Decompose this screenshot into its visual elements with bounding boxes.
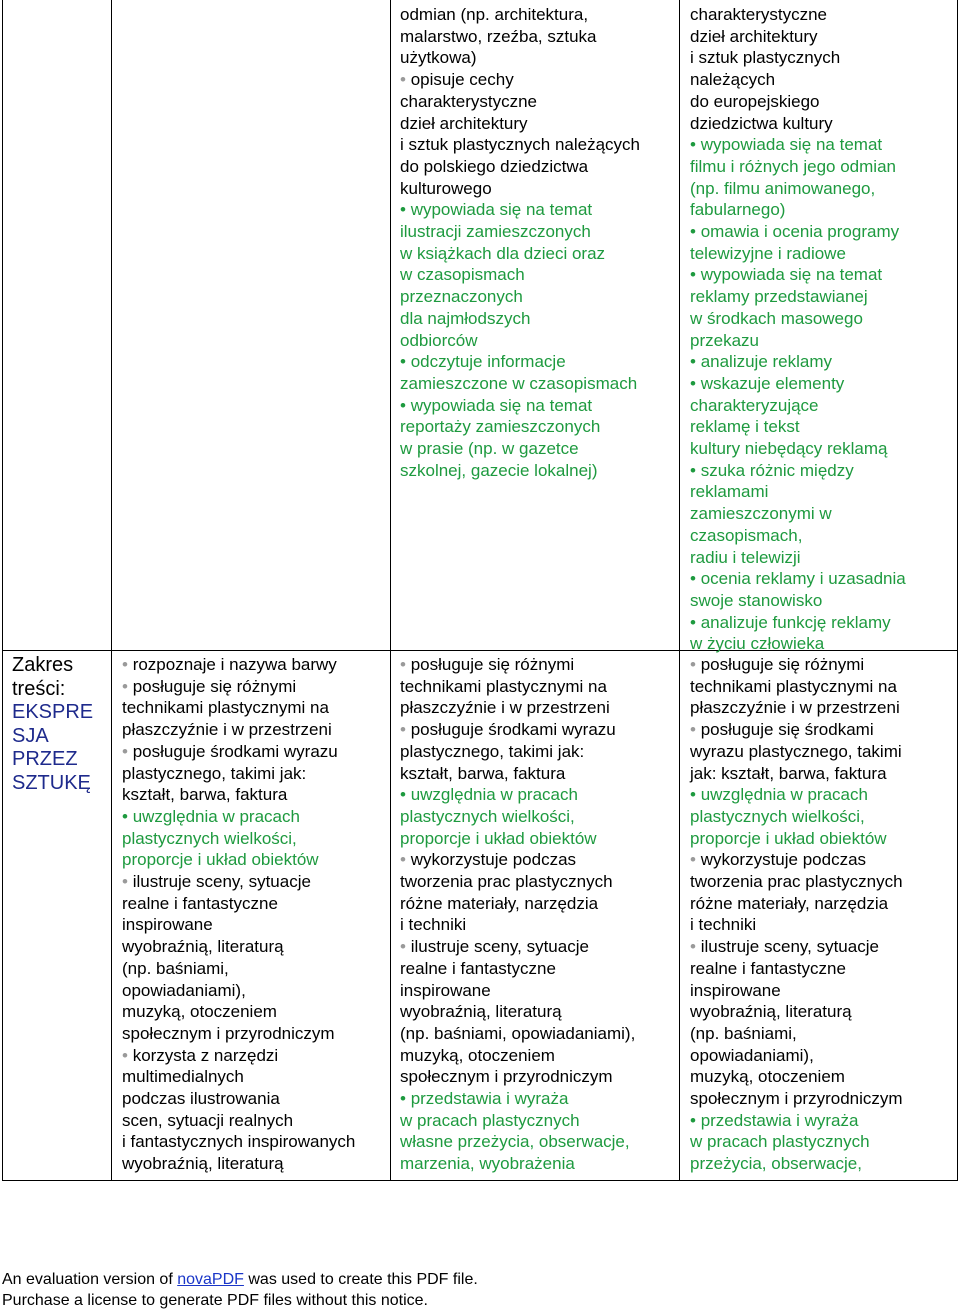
bullet-icon: • bbox=[400, 200, 411, 220]
text-line: w pracach plastycznych bbox=[400, 1110, 580, 1130]
text-line: do europejskiego bbox=[690, 91, 820, 111]
text-line: • analizuje reklamy bbox=[690, 352, 833, 372]
section-title-line: EKSPRE bbox=[12, 701, 94, 723]
text-line: różne materiały, narzędzia bbox=[400, 893, 599, 913]
text-line: • ocenia reklamy i uzasadnia bbox=[690, 569, 906, 589]
text-line: inspirowane bbox=[400, 980, 491, 1000]
bullet-icon: • bbox=[400, 70, 411, 90]
bullet-icon: • bbox=[122, 1045, 133, 1065]
text-line: • wypowiada się na temat bbox=[400, 200, 593, 220]
text-line: w prasie (np. w gazetce bbox=[400, 439, 579, 459]
text-line: dzieł architektury bbox=[690, 26, 818, 46]
bullet-icon: • bbox=[122, 655, 133, 674]
text-line: kulturowego bbox=[400, 178, 492, 198]
text-line: technikami plastycznymi na bbox=[122, 698, 329, 718]
text-line: przekazu bbox=[690, 330, 759, 350]
text-line: • uwzględnia w pracach bbox=[122, 806, 300, 826]
text-line: własne przeżycia, obserwacje, bbox=[400, 1132, 630, 1152]
text-line: odbiorców bbox=[400, 330, 478, 350]
bullet-icon: • bbox=[690, 352, 701, 372]
bullet-icon: • bbox=[690, 850, 701, 870]
text-line: • odczytuje informacje bbox=[400, 352, 566, 372]
text-line: opowiadaniami), bbox=[122, 980, 246, 1000]
bullet-icon: • bbox=[400, 352, 411, 372]
text-line: płaszczyźnie i w przestrzeni bbox=[690, 698, 900, 718]
text-line: reklamę i tekst bbox=[690, 417, 800, 437]
text-line: tworzenia prac plastycznych bbox=[400, 872, 613, 892]
text-line: muzyką, otoczeniem bbox=[690, 1067, 845, 1087]
text-line: zamieszczone w czasopismach bbox=[400, 373, 638, 393]
bullet-icon: • bbox=[400, 720, 411, 740]
text-line: społecznym i przyrodniczym bbox=[400, 1067, 613, 1087]
text-line: dzieł architektury bbox=[400, 113, 528, 133]
text-line: • rozpoznaje i nazywa barwy bbox=[122, 655, 337, 674]
bullet-icon: • bbox=[690, 135, 701, 155]
text-line: • uwzględnia w pracach bbox=[690, 785, 868, 805]
text-line: plastycznych wielkości, bbox=[400, 806, 575, 826]
text-line: • uwzględnia w pracach bbox=[400, 785, 578, 805]
requirements-col3-top bbox=[400, 4, 640, 481]
bullet-icon: • bbox=[690, 222, 701, 242]
text-line: (np. filmu animowanego, bbox=[690, 178, 876, 198]
text-line: do polskiego dziedzictwa bbox=[400, 156, 589, 176]
text-line: • posługuje środkami wyrazu bbox=[400, 720, 616, 740]
requirements-col4-bottom bbox=[690, 654, 903, 1175]
text-line: opowiadaniami), bbox=[690, 1045, 814, 1065]
bullet-icon: • bbox=[400, 850, 411, 870]
requirements-col3-bottom bbox=[400, 654, 635, 1175]
text-line: technikami plastycznymi na bbox=[690, 676, 897, 696]
text-line: płaszczyźnie i w przestrzeni bbox=[400, 698, 610, 718]
text-line: • ilustruje sceny, sytuacje bbox=[122, 872, 311, 892]
bullet-icon: • bbox=[690, 655, 701, 674]
text-line: i techniki bbox=[400, 915, 467, 935]
section-title-line: SJA bbox=[12, 724, 49, 747]
table-border-left bbox=[2, 0, 3, 1181]
table-border-bottom bbox=[2, 1180, 958, 1181]
text-line: inspirowane bbox=[690, 980, 781, 1000]
text-line: charakteryzujące bbox=[690, 395, 819, 415]
bullet-icon: • bbox=[690, 265, 701, 285]
text-line: • ilustruje sceny, sytuacje bbox=[400, 937, 589, 957]
bullet-icon: • bbox=[690, 720, 701, 740]
text-line: odmian (np. architektura, bbox=[400, 5, 589, 24]
text-line: (np. baśniami, bbox=[122, 958, 229, 978]
bullet-icon: • bbox=[690, 1110, 701, 1130]
table-border-col3 bbox=[679, 0, 680, 1181]
text-line: czasopismach, bbox=[690, 525, 803, 545]
text-line: wyrazu plastycznego, takimi bbox=[690, 741, 902, 761]
evaluation-notice-line2: Purchase a license to generate PDF files without this notice. bbox=[2, 1292, 428, 1309]
text-line: scen, sytuacji realnych bbox=[122, 1110, 294, 1130]
section-title-line: SZTUKĘ bbox=[12, 771, 91, 794]
evaluation-notice bbox=[2, 1269, 478, 1311]
text-line: plastycznych wielkości, bbox=[690, 806, 865, 826]
text-line: reklamy przedstawianej bbox=[690, 287, 868, 307]
text-line: w środkach masowego bbox=[690, 308, 863, 328]
text-line: proporcje i układ obiektów bbox=[690, 828, 887, 848]
text-line: dla najmłodszych bbox=[400, 308, 531, 328]
text-line: jak: kształt, barwa, faktura bbox=[690, 763, 887, 783]
text-line: realne i fantastyczne bbox=[690, 958, 846, 978]
text-line: różne materiały, narzędzia bbox=[690, 893, 889, 913]
text-line: swoje stanowisko bbox=[690, 590, 823, 610]
text-line: należących bbox=[690, 70, 776, 90]
bullet-icon: • bbox=[122, 806, 133, 826]
bullet-icon: • bbox=[690, 373, 701, 393]
text-line: • posługuje się różnymi bbox=[690, 655, 865, 674]
text-line: • analizuje funkcję reklamy bbox=[690, 612, 891, 632]
text-line: kształt, barwa, faktura bbox=[400, 763, 566, 783]
text-line: malarstwo, rzeźba, sztuka bbox=[400, 26, 597, 46]
text-line: reportaży zamieszczonych bbox=[400, 417, 601, 437]
text-line: • wypowiada się na temat bbox=[400, 395, 593, 415]
text-line: marzenia, wyobrażenia bbox=[400, 1154, 575, 1174]
text-line: • szuka różnic między bbox=[690, 460, 854, 480]
text-line: wyobraźnią, literaturą bbox=[400, 1002, 562, 1022]
text-line: i sztuk plastycznych bbox=[690, 48, 841, 68]
bullet-icon: • bbox=[690, 785, 701, 805]
text-line: fabularnego) bbox=[690, 200, 786, 220]
text-line: realne i fantastyczne bbox=[400, 958, 556, 978]
text-line: szkolnej, gazecie lokalnej) bbox=[400, 460, 598, 480]
text-line: i sztuk plastycznych należących bbox=[400, 135, 640, 155]
text-line: w książkach dla dzieci oraz bbox=[400, 243, 606, 263]
table-border-col1 bbox=[111, 0, 112, 1181]
text-line: (np. baśniami, bbox=[690, 1023, 797, 1043]
evaluation-notice-line1: An evaluation version of novaPDF was used to create this PDF file. bbox=[2, 1271, 478, 1288]
text-line: płaszczyźnie i w przestrzeni bbox=[122, 720, 332, 740]
text-line: • wykorzystuje podczas bbox=[690, 850, 867, 870]
text-line: wyobraźnią, literaturą bbox=[690, 1002, 852, 1022]
bullet-icon: • bbox=[122, 676, 133, 696]
bullet-icon: • bbox=[690, 937, 701, 957]
table-border-right bbox=[957, 0, 958, 1181]
text-line: podczas ilustrowania bbox=[122, 1089, 280, 1109]
text-line: (np. baśniami, opowiadaniami), bbox=[400, 1023, 636, 1043]
text-line: muzyką, otoczeniem bbox=[400, 1045, 555, 1065]
text-line: • omawia i ocenia programy bbox=[690, 222, 900, 242]
text-line: • wykorzystuje podczas bbox=[400, 850, 577, 870]
bullet-icon: • bbox=[400, 937, 411, 957]
text-line: • posługuje się różnymi bbox=[122, 676, 297, 696]
text-line: plastycznego, takimi jak: bbox=[122, 763, 307, 783]
text-line: realne i fantastyczne bbox=[122, 893, 278, 913]
text-line: technikami plastycznymi na bbox=[400, 676, 607, 696]
bullet-icon: • bbox=[400, 785, 411, 805]
section-label-cell bbox=[12, 654, 93, 795]
text-line: wyobraźnią, literaturą bbox=[122, 937, 284, 957]
text-line: kultury niebędący reklamą bbox=[690, 439, 888, 459]
text-line: • wskazuje elementy bbox=[690, 373, 845, 393]
novapdf-link[interactable]: novaPDF bbox=[177, 1271, 244, 1288]
text-line: kształt, barwa, faktura bbox=[122, 785, 288, 805]
text-line: tworzenia prac plastycznych bbox=[690, 872, 903, 892]
text-line: wyobraźnią, literaturą bbox=[122, 1154, 284, 1174]
text-line: użytkowa) bbox=[400, 48, 477, 68]
text-line: społecznym i przyrodniczym bbox=[690, 1089, 903, 1109]
text-line: w czasopismach bbox=[400, 265, 525, 285]
bullet-icon: • bbox=[400, 655, 411, 674]
text-line: • ilustruje sceny, sytuacje bbox=[690, 937, 879, 957]
text-line: • przedstawia i wyraża bbox=[690, 1110, 859, 1130]
text-line: i fantastycznych inspirowanych bbox=[122, 1132, 356, 1152]
requirements-col2-bottom bbox=[122, 654, 355, 1175]
table-border-col2 bbox=[390, 0, 391, 1181]
bullet-icon: • bbox=[690, 460, 701, 480]
text-line: multimedialnych bbox=[122, 1067, 244, 1087]
text-line: plastycznego, takimi jak: bbox=[400, 741, 585, 761]
bullet-icon: • bbox=[690, 569, 701, 589]
text-line: charakterystyczne bbox=[690, 5, 827, 24]
text-line: • korzysta z narzędzi bbox=[122, 1045, 279, 1065]
text-line: • posługuje się różnymi bbox=[400, 655, 575, 674]
bullet-icon: • bbox=[122, 741, 133, 761]
text-line: charakterystyczne bbox=[400, 91, 537, 111]
text-line: i techniki bbox=[690, 915, 757, 935]
text-line: reklamami bbox=[690, 482, 769, 502]
text-line: • wypowiada się na temat bbox=[690, 135, 883, 155]
text-line: • posługuje środkami wyrazu bbox=[122, 741, 338, 761]
text-line: w życiu człowieka bbox=[690, 634, 825, 654]
text-line: radiu i telewizji bbox=[690, 547, 801, 567]
bullet-icon: • bbox=[122, 872, 133, 892]
text-line: zamieszczonymi w bbox=[690, 504, 832, 524]
text-line: • posługuje się środkami bbox=[690, 720, 874, 740]
text-line: filmu i różnych jego odmian bbox=[690, 156, 896, 176]
bullet-icon: • bbox=[400, 395, 411, 415]
text-line: społecznym i przyrodniczym bbox=[122, 1023, 335, 1043]
text-line: w pracach plastycznych bbox=[690, 1132, 870, 1152]
text-line: • wypowiada się na temat bbox=[690, 265, 883, 285]
text-line: plastycznych wielkości, bbox=[122, 828, 297, 848]
text-line: inspirowane bbox=[122, 915, 213, 935]
text-line: proporcje i układ obiektów bbox=[400, 828, 597, 848]
text-line: ilustracji zamieszczonych bbox=[400, 222, 591, 242]
section-label-line: Zakres bbox=[12, 654, 74, 676]
section-label-line: treści: bbox=[12, 677, 66, 700]
text-line: • przedstawia i wyraża bbox=[400, 1089, 569, 1109]
text-line: przeznaczonych bbox=[400, 287, 523, 307]
text-line: • opisuje cechy bbox=[400, 70, 514, 90]
bullet-icon: • bbox=[400, 1089, 411, 1109]
section-title-line: PRZEZ bbox=[12, 748, 78, 770]
text-line: dziedzictwa kultury bbox=[690, 113, 833, 133]
text-line: muzyką, otoczeniem bbox=[122, 1002, 277, 1022]
bullet-icon: • bbox=[690, 612, 701, 632]
requirements-col4-top bbox=[690, 4, 906, 655]
text-line: proporcje i układ obiektów bbox=[122, 850, 319, 870]
text-line: telewizyjne i radiowe bbox=[690, 243, 846, 263]
text-line: przeżycia, obserwacje, bbox=[690, 1154, 862, 1174]
